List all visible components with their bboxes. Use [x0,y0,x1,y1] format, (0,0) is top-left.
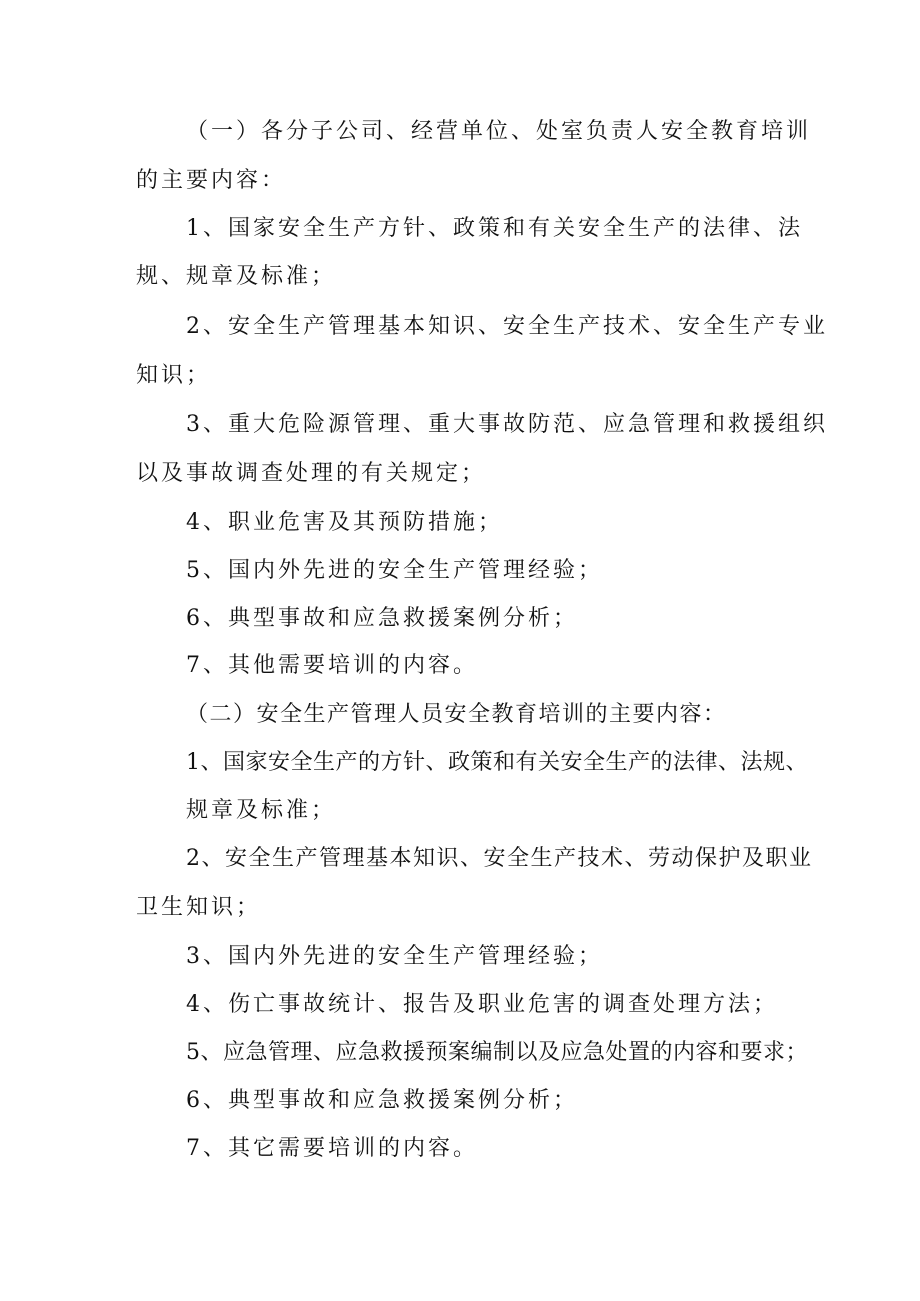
section1-item-5: 5、国内外先进的安全生产管理经验； [186,558,603,583]
section1-item-1: 1、国家安全生产方针、政策和有关安全生产的法律、法 [186,216,803,241]
section2-item-2: 2、安全生产管理基本知识、安全生产技术、劳动保护及职业 [186,846,813,871]
section1-item-2: 2、安全生产管理基本知识、安全生产技术、安全生产专业 [186,314,828,339]
section2-item-1: 1、国家安全生产的方针、政策和有关安全生产的法律、法规、 [186,750,808,775]
section1-item-6: 6、典型事故和应急救援案例分析； [186,606,578,631]
section2-item-7: 7、其它需要培训的内容。 [186,1136,478,1161]
section1-heading-cont: 的主要内容： [136,168,287,193]
section2-item-1-cont: 规章及标准； [186,798,337,823]
section1-item-7: 7、其他需要培训的内容。 [186,653,478,678]
section1-heading: （一）各分子公司、经营单位、处室负责人安全教育培训 [186,119,812,144]
section2-item-4: 4、伤亡事故统计、报告及职业危害的调查处理方法； [186,992,778,1017]
section2-item-3: 3、国内外先进的安全生产管理经验； [186,944,603,969]
section2-heading: （二）安全生产管理人员安全教育培训的主要内容： [186,702,727,727]
section1-item-3-cont: 以及事故调查处理的有关规定； [136,461,487,486]
section1-item-1-cont: 规、规章及标准； [136,264,337,289]
section1-item-2-cont: 知识； [136,363,212,388]
section2-item-5: 5、应急管理、应急救援预案编制以及应急处置的内容和要求； [186,1040,808,1065]
section1-item-4: 4、职业危害及其预防措施； [186,510,503,535]
section1-item-3: 3、重大危险源管理、重大事故防范、应急管理和救援组织 [186,412,828,437]
section2-item-2-cont: 卫生知识； [136,895,262,920]
section2-item-6: 6、典型事故和应急救援案例分析； [186,1088,578,1113]
